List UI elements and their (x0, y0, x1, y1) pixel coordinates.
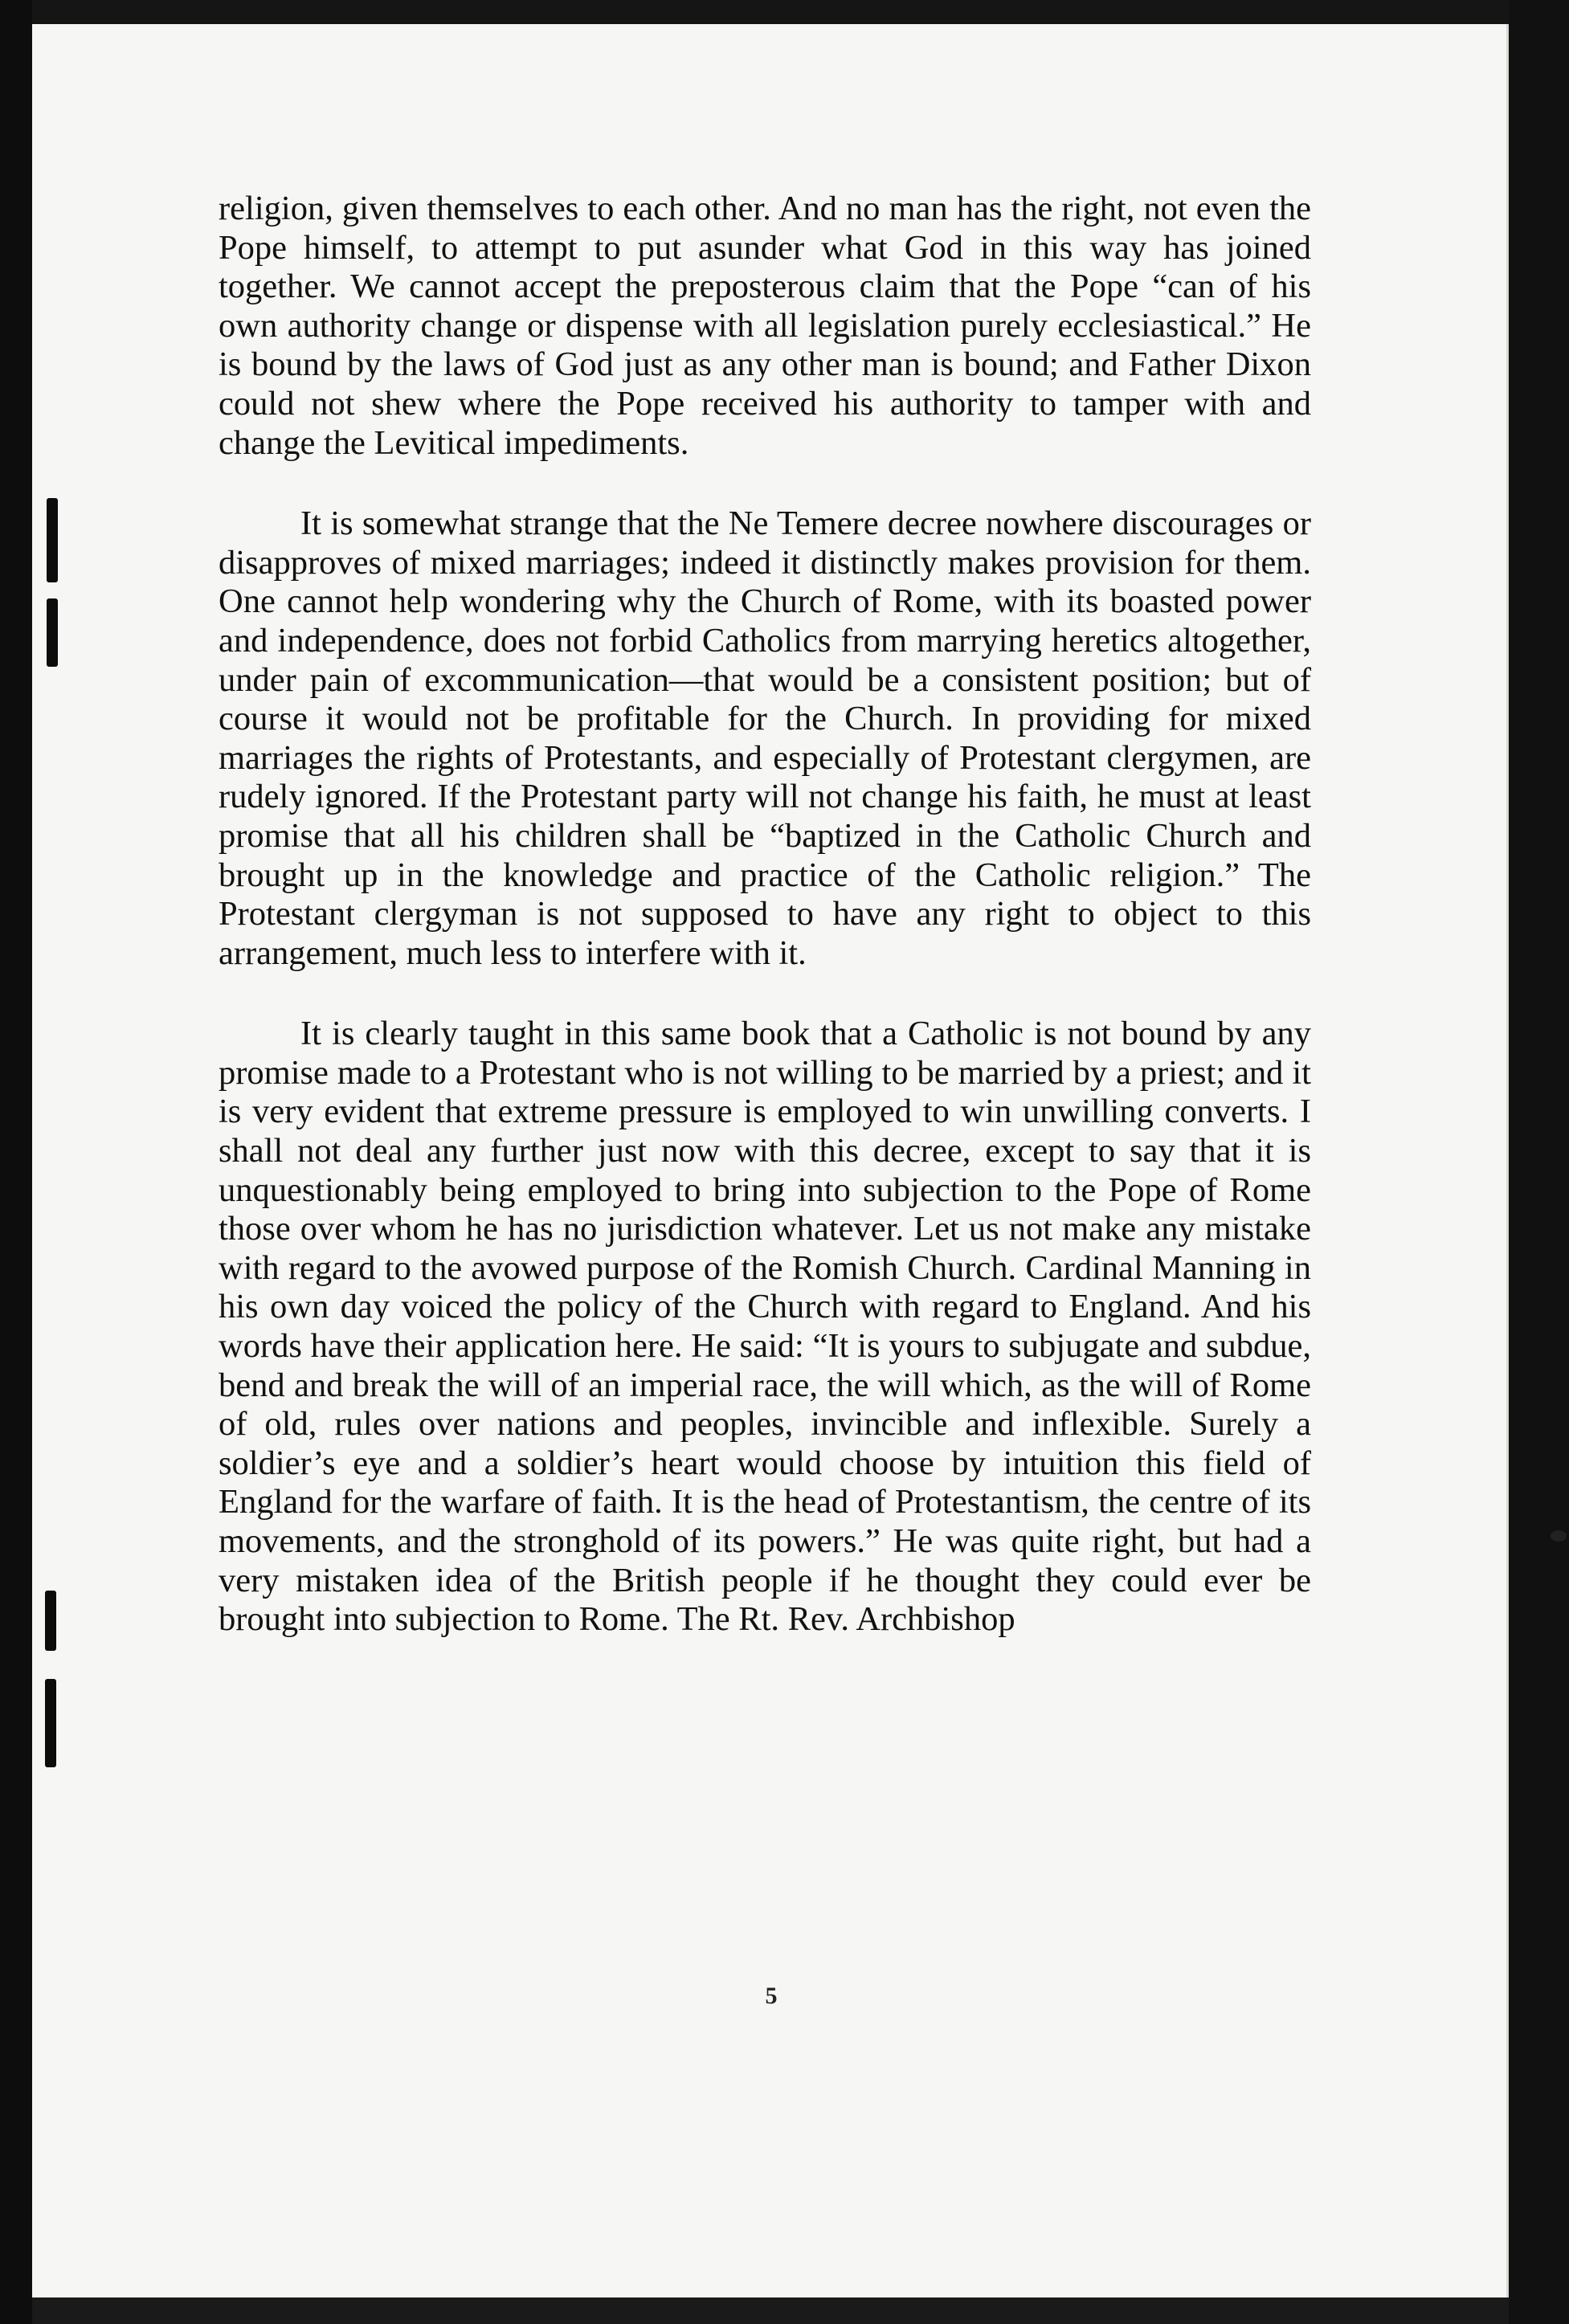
page-text (219, 190, 1311, 1640)
paragraph-gap (219, 463, 1311, 504)
margin-mark (47, 598, 58, 667)
scan-speck (1551, 1530, 1567, 1542)
scan-top-strip (0, 0, 1569, 24)
margin-mark (45, 1591, 56, 1651)
paragraph: religion, given themselves to each other. And no man has the right, not even the Pope himself, to attempt to put asunder what God in this way has joined together. We cannot accept the preposterous claim that the Pope “can of his own authority change or dispense with all legislation purely ecclesiastical.” He is bound by the laws of God just as any other man is bound; and Father Dixon could not shew where the Pope received his authority to tamper with and change the Levitical impediments. (219, 190, 1311, 462)
paragraph: It is clearly taught in this same book that a Catholic is not bound by any promise made to a Protestant who is not willing to be married by a priest; and it is very evident that extreme pressure is employed to win unwilling converts. I shall not deal any further just now with this decree, except to say that it is unquestionably being employed to bring into subjection to the Pope of Rome those over whom he has no jurisdiction whatever. Let us not make any mistake with regard to the avowed purpose of the Romish Church. Cardinal Manning in his own day voiced the policy of the Church with regard to England. And his words have their application here. He said: “It is yours to subjugate and subdue, bend and break the will of an imperial race, the will which, as the will of Rome of old, rules over nations and peoples, invincible and inflexible. Surely a soldier’s eye and a soldier’s heart would choose by intuition this field of England for the warfare of faith. It is the head of Protestantism, the centre of its movements, and the stronghold of its powers.” He was quite right, but had a very mistaken idea of the British people if he thought they could ever be brought into subjection to Rome. The Rt. Rev. Archbishop (219, 1015, 1311, 1639)
page-number: 5 (765, 1983, 778, 2009)
scan-right-edge (1509, 0, 1569, 2324)
margin-mark (45, 1679, 56, 1767)
margin-mark (47, 498, 58, 582)
scan-left-border (0, 0, 32, 2324)
paragraph: It is somewhat strange that the Ne Temere decree nowhere discourages or disapproves of mixed marriages; indeed it distinctly makes provision for them. One cannot help wondering why the Church of Rome, with its boasted power and independence, does not forbid Catholics from marrying heretics altogether, under pain of excommunication—that would be a consistent position; but of course it would not be profitable for the Church. In providing for mixed marriages the rights of Protestants, and especially of Protestant clergymen, are rudely ignored. If the Protestant party will not change his faith, he must at least promise that all his children shall be “baptized in the Catholic Church and brought up in the knowledge and practice of the Catholic religion.” The Protestant clergyman is not supposed to have any right to object to this arrangement, much less to interfere with it. (219, 504, 1311, 972)
paragraph-gap (219, 973, 1311, 1015)
